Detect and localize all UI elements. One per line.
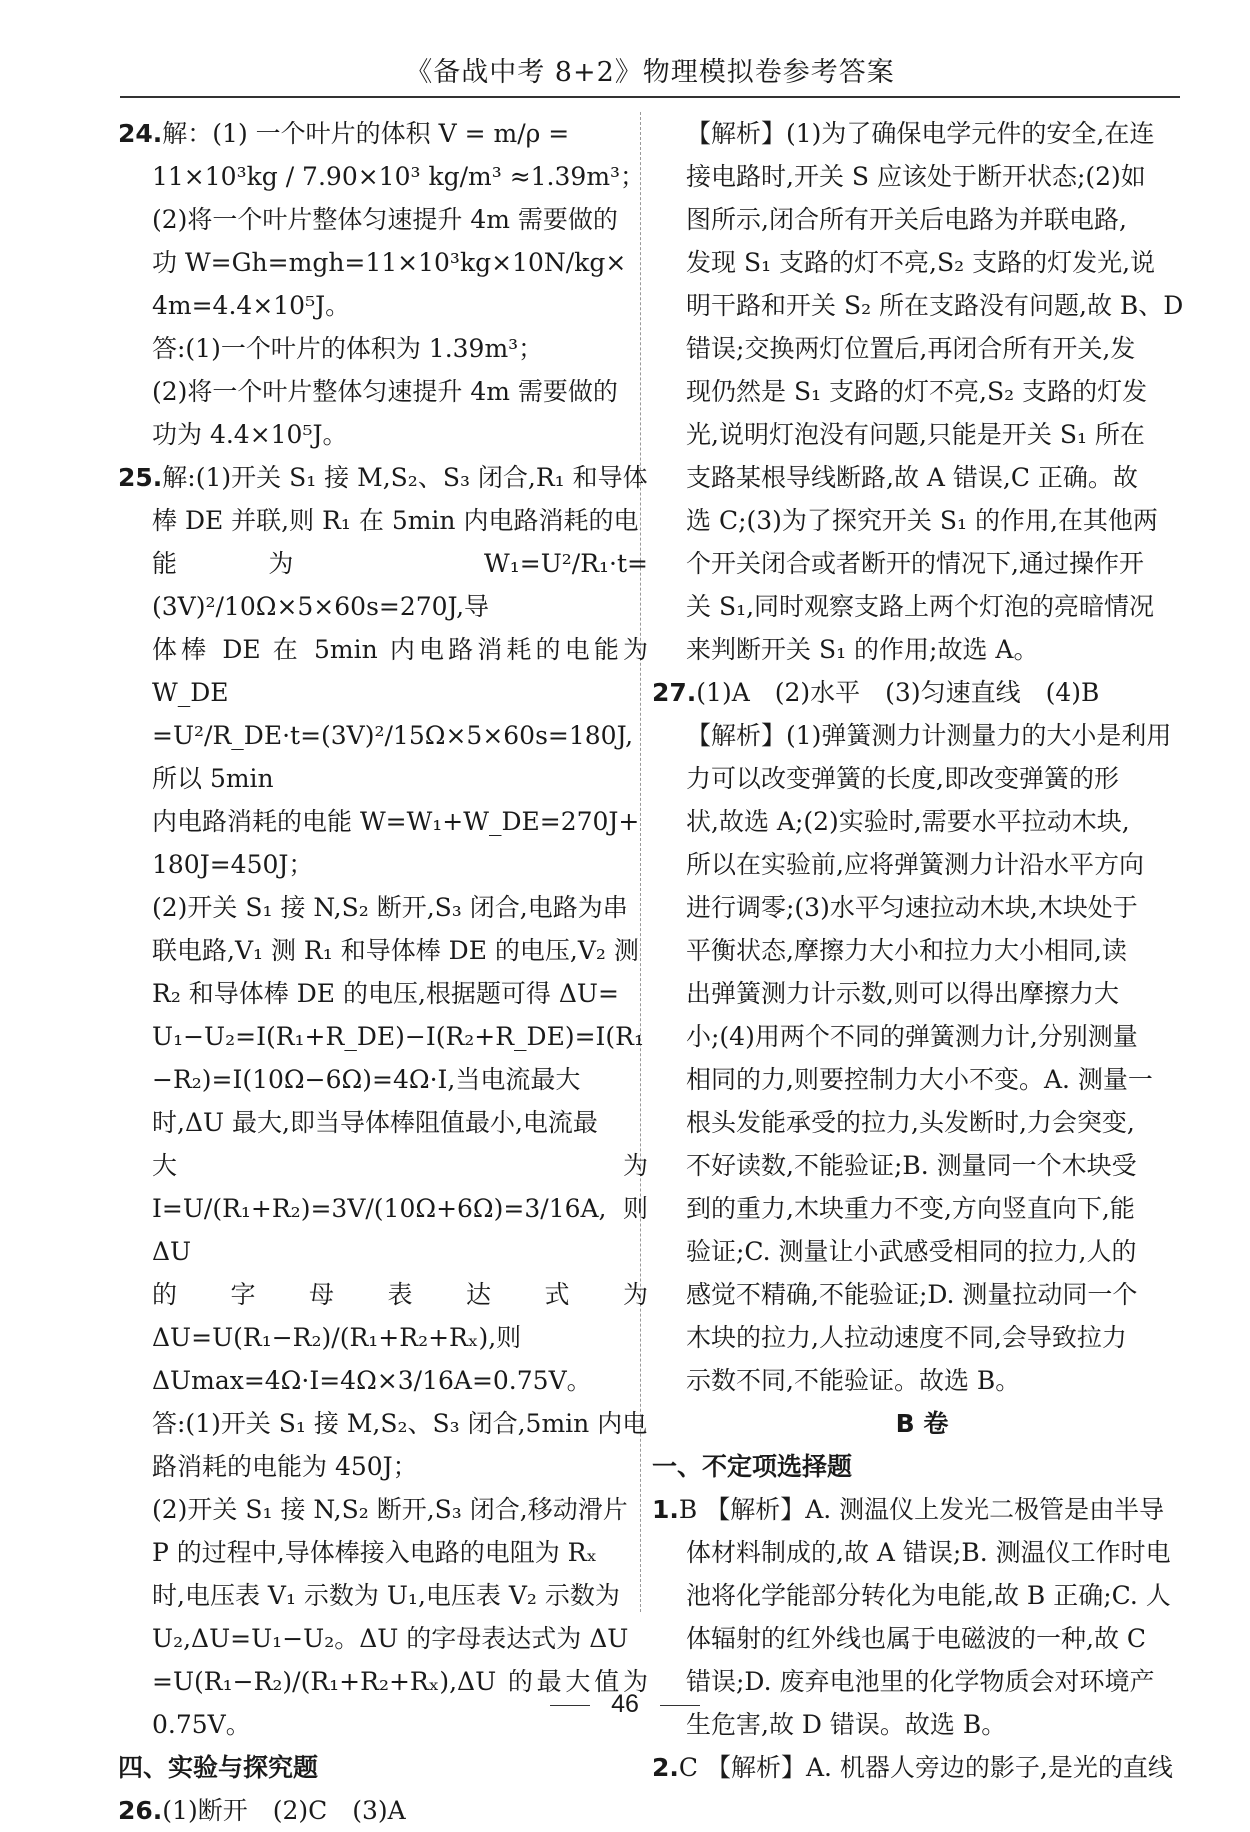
text-line: [652, 1617, 1192, 1660]
line-text: 功 W=Gh=mgh=11×10³kg×10N/kg×: [152, 248, 627, 277]
text-line: [118, 628, 648, 714]
footer-dash-right: [660, 1705, 700, 1706]
text-line: [652, 757, 1192, 800]
line-text: 11×10³kg / 7.90×10³ kg/m³ ≈1.39m³；: [152, 162, 646, 191]
line-text: 时,电压表 V₁ 示数为 U₁,电压表 V₂ 示数为: [152, 1581, 620, 1610]
line-text: 棒 DE 并联,则 R₁ 在 5min 内电路消耗的电: [152, 506, 639, 535]
text-line: [652, 1445, 1192, 1488]
line-text: 4m=4.4×10⁵J。: [152, 291, 351, 320]
line-text: 大为 I=U/(R₁+R₂)=3V/(10Ω+6Ω)=3/16A,则 ΔU: [152, 1151, 648, 1266]
text-line: [652, 1531, 1192, 1574]
text-line: [118, 413, 648, 456]
text-line: [118, 456, 648, 499]
line-text: 相同的力,则要控制力大小不变。A. 测量一: [686, 1065, 1153, 1094]
line-text: 错误;D. 废弃电池里的化学物质会对环境产: [686, 1667, 1155, 1696]
right-column: [652, 112, 1192, 1789]
page-number: 46: [611, 1690, 639, 1718]
line-text: 错误;交换两灯位置后,再闭合所有开关,发: [686, 334, 1136, 363]
header-title: 《备战中考 8+2》物理模拟卷参考答案: [405, 57, 895, 88]
line-text: 图所示,闭合所有开关后电路为并联电路,: [686, 205, 1127, 234]
line-text: B 【解析】A. 测温仪上发光二极管是由半导: [678, 1495, 1165, 1524]
text-line: [652, 1316, 1192, 1359]
question-number: 27.: [652, 678, 697, 707]
text-line: [118, 1101, 648, 1144]
line-text: 一、不定项选择题: [652, 1452, 853, 1481]
line-text: 支路某根导线断路,故 A 错误,C 正确。故: [686, 463, 1138, 492]
text-line: [652, 413, 1192, 456]
text-line: [652, 1015, 1192, 1058]
text-line: [652, 1746, 1192, 1789]
text-line: [118, 972, 648, 1015]
text-line: [118, 1402, 648, 1445]
text-line: [118, 327, 648, 370]
line-text: 进行调零;(3)水平匀速拉动木块,木块处于: [686, 893, 1138, 922]
line-text: 发现 S₁ 支路的灯不亮,S₂ 支路的灯发光,说: [686, 248, 1156, 277]
line-text: (2)开关 S₁ 接 N,S₂ 断开,S₃ 闭合,电路为串: [152, 893, 628, 922]
text-line: [652, 198, 1192, 241]
text-line: [652, 241, 1192, 284]
text-line: [652, 1230, 1192, 1273]
line-text: 答:(1)开关 S₁ 接 M,S₂、S₃ 闭合,5min 内电: [152, 1409, 648, 1438]
text-line: [118, 542, 648, 628]
line-text: 解：(1) 一个叶片的体积 V = m/ρ =: [162, 119, 570, 148]
line-text: 能为 W₁=U²/R₁·t=(3V)²/10Ω×5×60s=270J,导: [152, 549, 648, 621]
line-text: 个开关闭合或者断开的情况下,通过操作开: [686, 549, 1144, 578]
line-text: (2)将一个叶片整体匀速提升 4m 需要做的: [152, 377, 618, 406]
text-line: [118, 241, 648, 284]
text-line: [118, 1144, 648, 1273]
line-text: 出弹簧测力计示数,则可以得出摩擦力大: [686, 979, 1119, 1008]
line-text: 四、实验与探究题: [118, 1753, 319, 1782]
line-text: 体辐射的红外线也属于电磁波的一种,故 C: [686, 1624, 1147, 1653]
line-text: 光,说明灯泡没有问题,只能是开关 S₁ 所在: [686, 420, 1145, 449]
text-line: [118, 1531, 648, 1574]
text-line: [118, 1445, 648, 1488]
text-line: [118, 370, 648, 413]
text-line: [652, 1144, 1192, 1187]
text-line: [652, 1574, 1192, 1617]
text-line: [118, 1617, 648, 1660]
line-text: (2)开关 S₁ 接 N,S₂ 断开,S₃ 闭合,移动滑片: [152, 1495, 628, 1524]
text-line: [118, 198, 648, 241]
text-line: [118, 800, 648, 843]
text-line: [118, 1273, 648, 1359]
footer-dash-left: [550, 1705, 590, 1706]
line-text: 关 S₁,同时观察支路上两个灯泡的亮暗情况: [686, 592, 1155, 621]
text-line: [652, 499, 1192, 542]
line-text: =U²/R_DE·t=(3V)²/15Ω×5×60s=180J,所以 5min: [152, 721, 634, 793]
line-text: 体棒 DE 在 5min 内电路消耗的电能为 W_DE: [152, 635, 648, 707]
line-text: 接电路时,开关 S 应该处于断开状态;(2)如: [686, 162, 1146, 191]
line-text: 【解析】(1)弹簧测力计测量力的大小是利用: [686, 721, 1172, 750]
text-line: [118, 112, 648, 155]
text-line: [118, 1488, 648, 1531]
text-line: [652, 1187, 1192, 1230]
text-line: [652, 1359, 1192, 1402]
text-line: [652, 284, 1192, 327]
text-line: [118, 284, 648, 327]
text-line: [118, 843, 648, 886]
text-line: [652, 1488, 1192, 1531]
line-text: 现仍然是 S₁ 支路的灯不亮,S₂ 支路的灯发: [686, 377, 1148, 406]
text-line: [652, 542, 1192, 585]
line-text: 力可以改变弹簧的长度,即改变弹簧的形: [686, 764, 1119, 793]
text-line: [118, 499, 648, 542]
question-number: 26.: [118, 1796, 163, 1825]
text-line: [118, 1746, 648, 1789]
text-line: [652, 327, 1192, 370]
text-line: [118, 1015, 648, 1058]
line-text: 180J=450J；: [152, 850, 314, 879]
line-text: 不好读数,不能验证;B. 测量同一个木块受: [686, 1151, 1137, 1180]
question-number: 25.: [118, 463, 163, 492]
text-line: [652, 585, 1192, 628]
text-line: [652, 1101, 1192, 1144]
line-text: 【解析】(1)为了确保电学元件的安全,在连: [686, 119, 1155, 148]
text-line: [118, 155, 648, 198]
text-line: [652, 929, 1192, 972]
line-text: −R₂)=I(10Ω−6Ω)=4Ω·I,当电流最大: [152, 1065, 581, 1094]
text-line: [652, 628, 1192, 671]
line-text: 明干路和开关 S₂ 所在支路没有问题,故 B、D: [686, 291, 1184, 320]
line-text: 体材料制成的,故 A 错误;B. 测温仪工作时电: [686, 1538, 1171, 1567]
text-line: [652, 886, 1192, 929]
text-line: [652, 972, 1192, 1015]
text-line: [652, 800, 1192, 843]
line-text: 根头发能承受的拉力,头发断时,力会突变,: [686, 1108, 1135, 1137]
line-text: 答:(1)一个叶片的体积为 1.39m³；: [152, 334, 544, 363]
left-column: [118, 112, 648, 1832]
line-text: =U(R₁−R₂)/(R₁+R₂+Rₓ),ΔU 的最大值为 0.75V。: [152, 1667, 648, 1739]
text-line: [652, 1402, 1192, 1445]
line-text: (1)A (2)水平 (3)匀速直线 (4)B: [696, 678, 1100, 707]
line-text: (1)断开 (2)C (3)A: [162, 1796, 406, 1825]
line-text: 感觉不精确,不能验证;D. 测量拉动同一个: [686, 1280, 1138, 1309]
line-text: 状,故选 A;(2)实验时,需要水平拉动木块,: [686, 807, 1130, 836]
text-line: [652, 155, 1192, 198]
text-line: [118, 1789, 648, 1832]
text-line: [118, 1359, 648, 1402]
line-text: 的字母表达式为 ΔU=U(R₁−R₂)/(R₁+R₂+Rₓ),则: [152, 1280, 648, 1352]
text-line: [118, 1574, 648, 1617]
page-header: [120, 50, 1180, 98]
line-text: 示数不同,不能验证。故选 B。: [686, 1366, 1021, 1395]
line-text: 所以在实验前,应将弹簧测力计沿水平方向: [686, 850, 1144, 879]
text-line: [652, 843, 1192, 886]
line-text: P 的过程中,导体棒接入电路的电阻为 Rₓ: [152, 1538, 598, 1567]
text-line: [652, 1058, 1192, 1101]
line-text: 池将化学能部分转化为电能,故 B 正确;C. 人: [686, 1581, 1171, 1610]
question-number: 1.: [652, 1495, 679, 1524]
line-text: 解:(1)开关 S₁ 接 M,S₂、S₃ 闭合,R₁ 和导体: [162, 463, 648, 492]
line-text: U₁−U₂=I(R₁+R_DE)−I(R₂+R_DE)=I(R₁: [152, 1022, 645, 1051]
line-text: 生危害,故 D 错误。故选 B。: [686, 1710, 1007, 1739]
line-text: B 卷: [895, 1409, 949, 1438]
question-number: 2.: [652, 1753, 679, 1782]
line-text: R₂ 和导体棒 DE 的电压,根据题可得 ΔU=: [152, 979, 619, 1008]
line-text: 平衡状态,摩擦力大小和拉力大小相同,读: [686, 936, 1127, 965]
line-text: 路消耗的电能为 450J；: [152, 1452, 418, 1481]
text-line: [118, 1058, 648, 1101]
line-text: C 【解析】A. 机器人旁边的影子,是光的直线: [678, 1753, 1173, 1782]
text-line: [118, 886, 648, 929]
line-text: 小;(4)用两个不同的弹簧测力计,分别测量: [686, 1022, 1138, 1051]
text-line: [652, 1273, 1192, 1316]
line-text: 选 C;(3)为了探究开关 S₁ 的作用,在其他两: [686, 506, 1158, 535]
line-text: ΔUmax=4Ω·I=4Ω×3/16A=0.75V。: [152, 1366, 592, 1395]
page-footer: [0, 1690, 1250, 1719]
line-text: 验证;C. 测量让小武感受相同的拉力,人的: [686, 1237, 1137, 1266]
line-text: 功为 4.4×10⁵J。: [152, 420, 348, 449]
line-text: 联电路,V₁ 测 R₁ 和导体棒 DE 的电压,V₂ 测: [152, 936, 639, 965]
text-line: [652, 456, 1192, 499]
line-text: 木块的拉力,人拉动速度不同,会导致拉力: [686, 1323, 1127, 1352]
question-number: 24.: [118, 119, 163, 148]
line-text: U₂,ΔU=U₁−U₂。ΔU 的字母表达式为 ΔU: [152, 1624, 629, 1653]
text-line: [118, 714, 648, 800]
line-text: 时,ΔU 最大,即当导体棒阻值最小,电流最: [152, 1108, 598, 1137]
text-line: [118, 929, 648, 972]
line-text: 到的重力,木块重力不变,方向竖直向下,能: [686, 1194, 1135, 1223]
line-text: 来判断开关 S₁ 的作用;故选 A。: [686, 635, 1039, 664]
text-line: [652, 112, 1192, 155]
line-text: 内电路消耗的电能 W=W₁+W_DE=270J+: [152, 807, 640, 836]
line-text: (2)将一个叶片整体匀速提升 4m 需要做的: [152, 205, 618, 234]
text-line: [652, 671, 1192, 714]
text-line: [652, 714, 1192, 757]
text-line: [652, 370, 1192, 413]
